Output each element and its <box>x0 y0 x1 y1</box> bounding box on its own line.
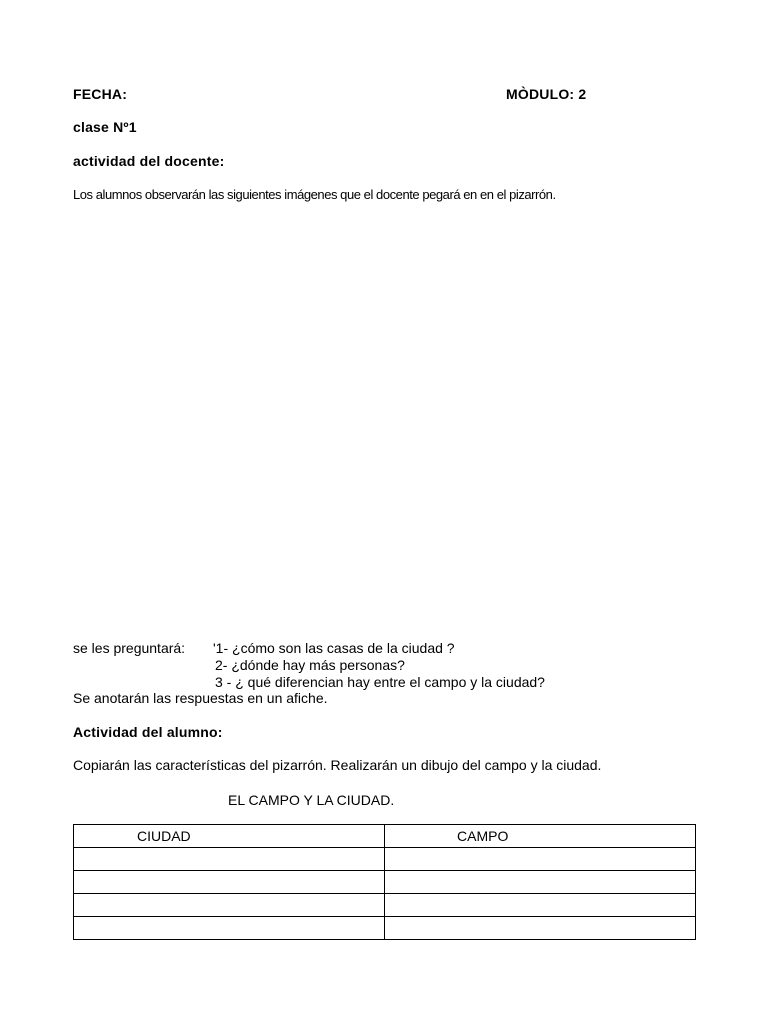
pregunta-item-3: 3 - ¿ qué diferencian hay entre el campo y la ciudad? <box>215 674 545 690</box>
table-cell-campo <box>385 917 696 940</box>
preguntas-note: Se anotarán las respuestas en un afiche. <box>73 690 328 706</box>
docente-heading: actividad del docente: <box>73 153 225 169</box>
comparison-table <box>73 824 696 940</box>
column-header-campo: CAMPO <box>385 825 696 848</box>
table-row <box>74 917 696 940</box>
alumno-instruction: Copiarán las características del pizarrón. Realizarán un dibujo del campo y la ciudad. <box>73 757 602 773</box>
alumno-heading: Actividad del alumno: <box>73 724 223 740</box>
table-cell-ciudad <box>74 917 385 940</box>
table-cell-campo <box>385 871 696 894</box>
table-row <box>74 848 696 871</box>
table-cell-campo <box>385 848 696 871</box>
modulo-label: MÒDULO: 2 <box>506 86 587 102</box>
fecha-label: FECHA: <box>73 86 128 102</box>
table-cell-ciudad <box>74 848 385 871</box>
table-cell-ciudad <box>74 894 385 917</box>
preguntas-lead: se les preguntará: <box>73 640 186 656</box>
column-header-ciudad: CIUDAD <box>74 825 385 848</box>
clase-label: clase Nº1 <box>73 119 137 135</box>
table-header-row <box>74 825 696 848</box>
table-cell-campo <box>385 894 696 917</box>
pregunta-item-2: 2- ¿dónde hay más personas? <box>215 657 405 673</box>
table-row <box>74 894 696 917</box>
pregunta-item-1: '1- ¿cómo son las casas de la ciudad ? <box>213 640 455 656</box>
table-title: EL CAMPO Y LA CIUDAD. <box>228 792 395 808</box>
docente-intro: Los alumnos observarán las siguientes imágenes que el docente pegará en en el pizarrón. <box>73 187 556 202</box>
table-row <box>74 871 696 894</box>
table-cell-ciudad <box>74 871 385 894</box>
